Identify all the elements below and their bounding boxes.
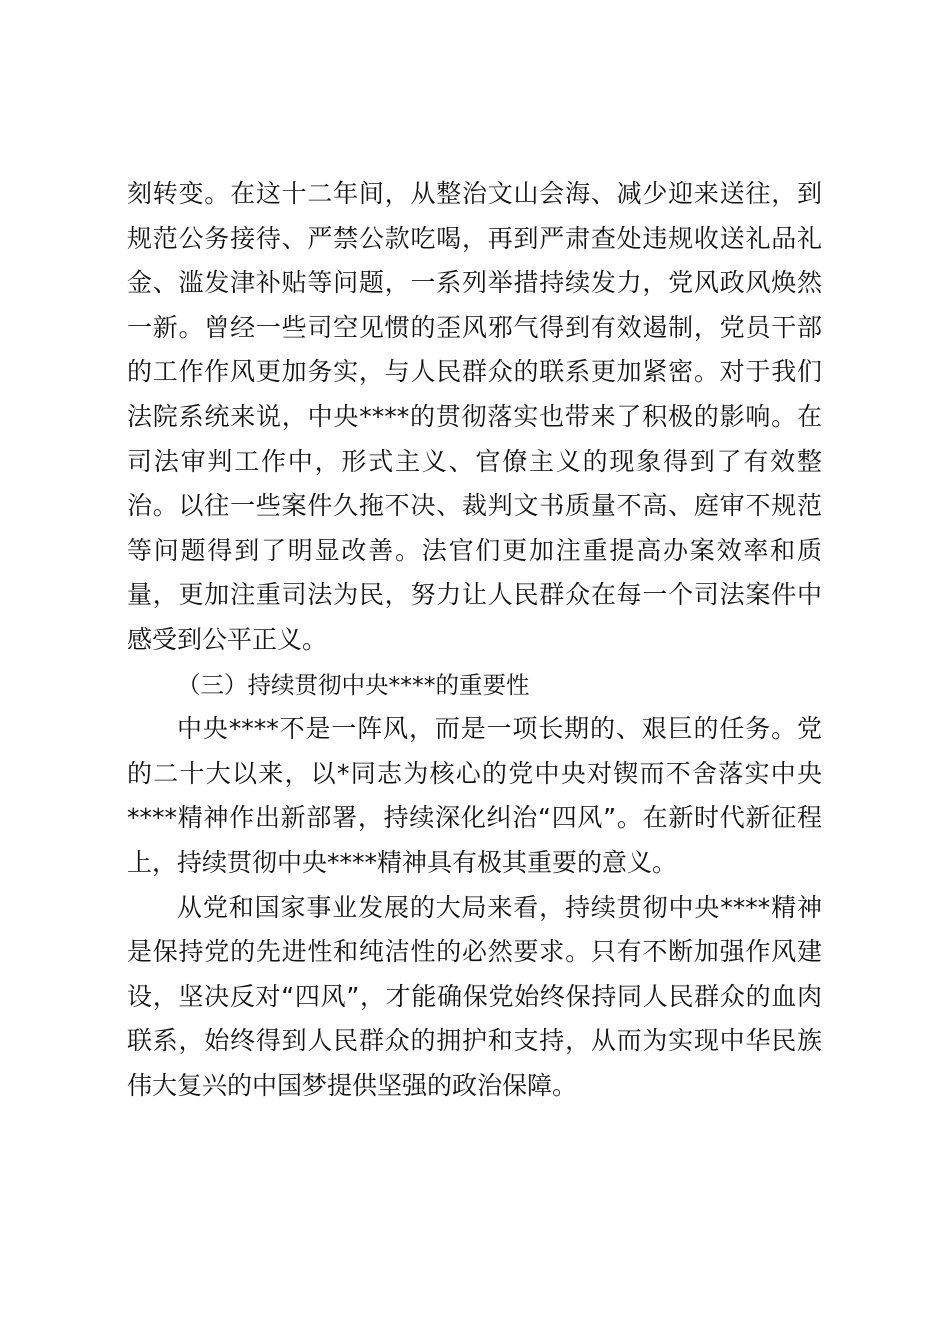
paragraph: 从党和国家事业发展的大局来看，持续贯彻中央****精神是保持党的先进性和纯洁性的必然要求。只有不断加强作风建设，坚决反对“四风”，才能确保党始终保持同人民群众的血肉联系，始终得到人民群众的拥护和支持，从而为实现中华民族伟大复兴的中国梦提供坚强的政治保障。 bbox=[127, 892, 822, 1100]
paragraph: 中央****不是一阵风，而是一项长期的、艰巨的任务。党的二十大以来，以*同志为核心的党中央对锲而不舍落实中央****精神作出新部署，持续深化纠治“四风”。在新时代新征程上，持续贯彻中央****精神具有极其重要的意义。 bbox=[127, 714, 822, 877]
document-body bbox=[127, 172, 822, 1108]
paragraph-continuation: 刻转变。在这十二年间，从整治文山会海、减少迎来送往，到规范公务接待、严禁公款吃喝，再到严肃查处违规收送礼品礼金、滥发津补贴等问题，一系列举措持续发力，党风政风焕然一新。曾经一些司空见惯的歪风邪气得到有效遏制，党员干部的工作作风更加务实，与人民群众的联系更加紧密。对于我们法院系统来说，中央****的贯彻落实也带来了积极的影响。在司法审判工作中，形式主义、官僚主义的现象得到了有效整治。以往一些案件久拖不决、裁判文书质量不高、庭审不规范等问题得到了明显改善。法官们更加注重提高办案效率和质量，更加注重司法为民，努力让人民群众在每一个司法案件中感受到公平正义。 bbox=[127, 179, 822, 654]
section-heading: （三）持续贯彻中央****的重要性 bbox=[177, 670, 530, 699]
